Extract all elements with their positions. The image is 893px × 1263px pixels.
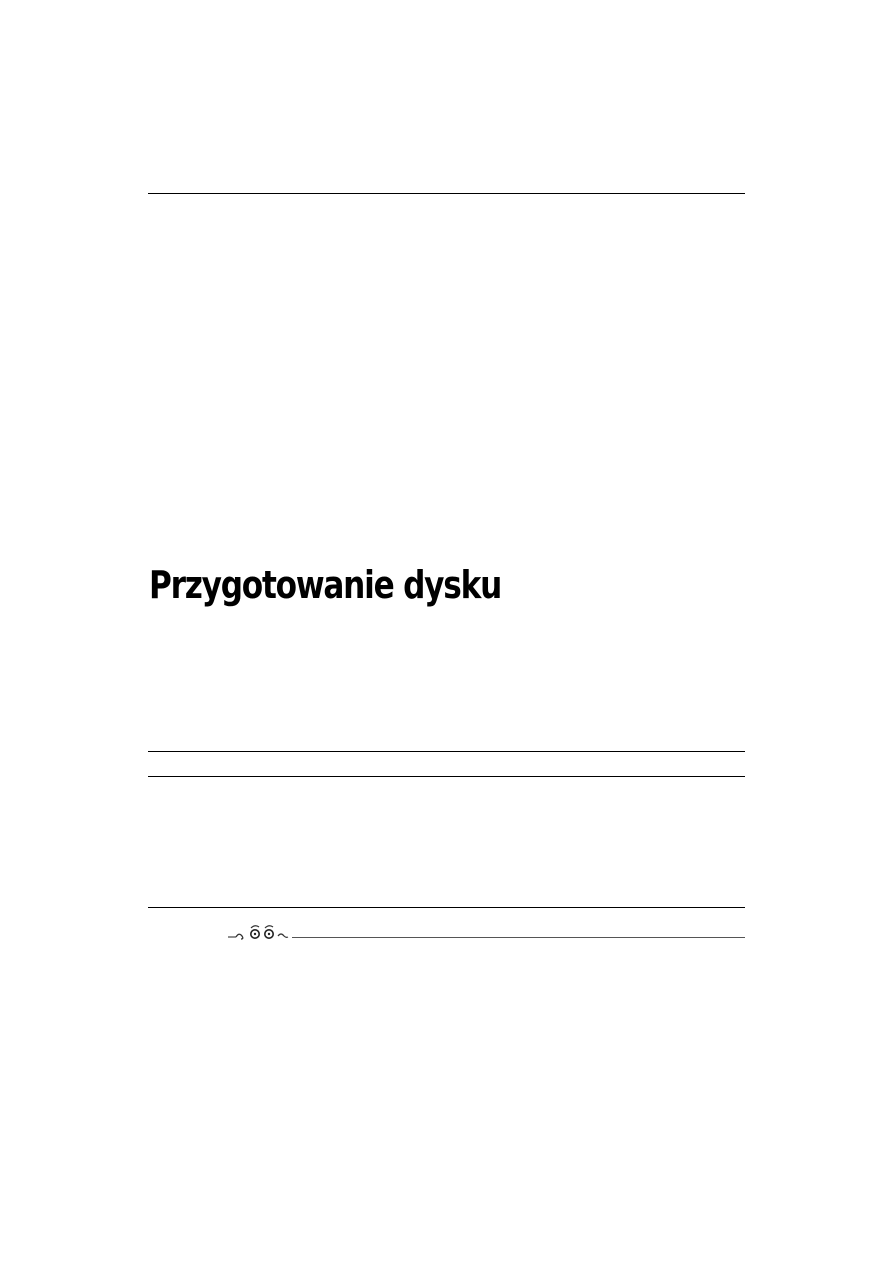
chapter-title: Przygotowanie dysku <box>149 563 502 607</box>
section-rule-upper <box>148 751 745 752</box>
section-rule-lower <box>148 776 745 777</box>
flourish-ornament-icon <box>228 922 294 944</box>
header-rule <box>148 193 745 194</box>
section-rule-bottom <box>148 907 745 908</box>
ornament-rule <box>292 937 745 938</box>
